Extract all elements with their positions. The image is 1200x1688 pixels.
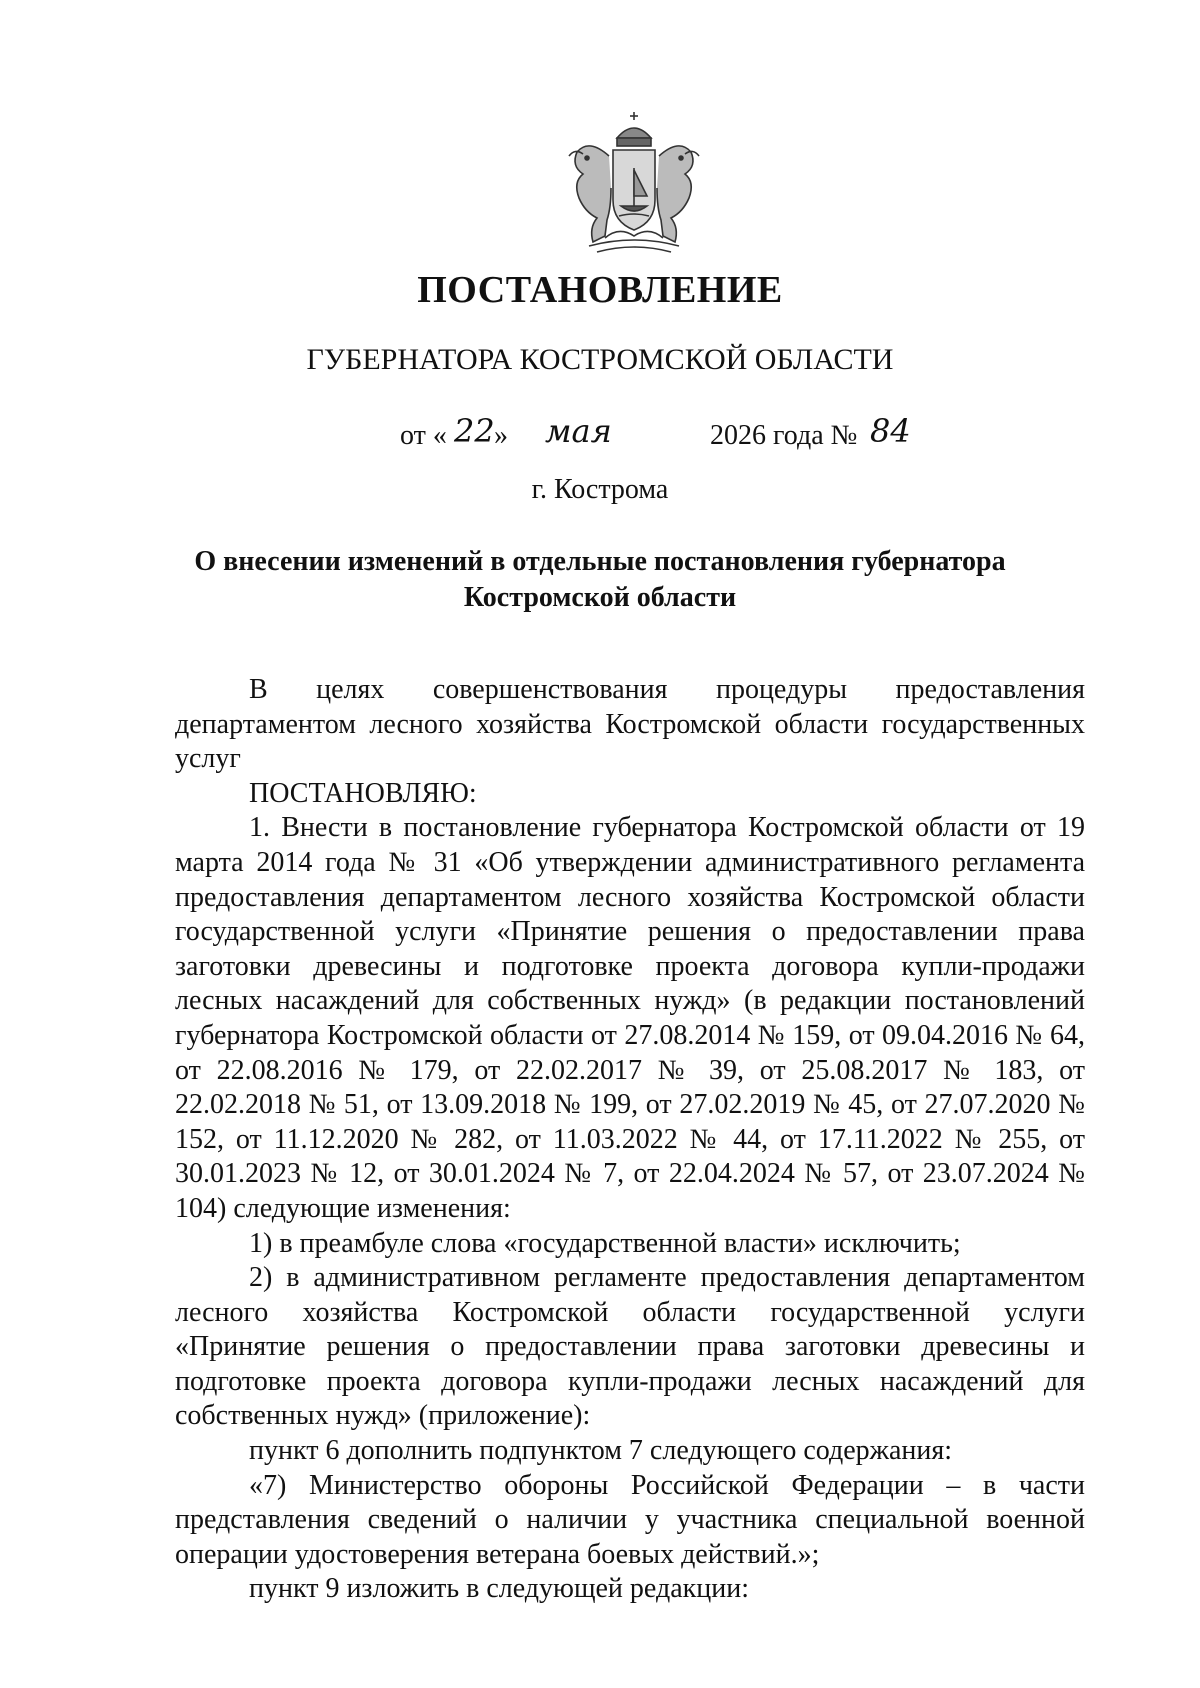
- document-title: ПОСТАНОВЛЕНИЕ: [417, 269, 783, 311]
- paragraph-point-9: пункт 9 изложить в следующей редакции:: [249, 1573, 749, 1605]
- paragraph-item-1: 1. Внести в постановление губернатора Костромской области от 19 марта 2014 года № 31 «Об утверждении административного регламента предоставления департаментом лесного хозяйства Костромской области государственной услуги «Принятие решения о предоставлении права заготовки древесины и подготовке проекта договора купли-продажи лесных насаждений для собственных нужд» (в редакции постановлений губернатора Костромской области от 27.08.2014 № 159, от 09.04.2016 № 64, от 22.08.2016 № 179, от 22.02.2017 № 39, от 25.08.2017 № 183, от 22.02.2018 № 51, от 13.09.2018 № 199, от 27.02.2019 № 45, от 27.07.2020 № 152, от 11.12.2020 № 282, от 11.03.2022 № 44, от 17.11.2022 № 255, от 30.01.2023 № 12, от 30.01.2024 № 7, от 22.04.2024 № 57, от 23.07.2024 № 104) следующие изменения:: [175, 812, 1085, 1224]
- paragraph-resolve: ПОСТАНОВЛЯЮ:: [249, 777, 477, 809]
- date-number-line: [0, 412, 1200, 462]
- handwritten-document-number: 84: [870, 412, 911, 450]
- date-prefix: от «: [400, 420, 447, 451]
- kostroma-coat-of-arms-icon: [549, 108, 719, 258]
- document-heading: [160, 544, 1040, 616]
- paragraph-preamble: В целях совершенствования процедуры предоставления департаментом лесного хозяйства Костромской области государственных услуг: [175, 674, 1085, 775]
- handwritten-month: мая: [545, 412, 612, 450]
- date-quote-close: »: [494, 420, 508, 451]
- document-body: [175, 673, 1085, 1607]
- paragraph-subitem-2: 2) в административном регламенте предоставления департаментом лесного хозяйства Костромской области государственной услуги «Принятие решения о предоставлении права заготовки древесины и подготовке проекта договора купли-продажи лесных насаждений для собственных нужд» (приложение):: [175, 1262, 1085, 1432]
- heading-line-1: О внесении изменений в отдельные постановления губернатора: [194, 546, 1006, 577]
- city: г. Кострома: [531, 474, 669, 505]
- handwritten-day: 22: [454, 412, 495, 450]
- paragraph-point-6: пункт 6 дополнить подпунктом 7 следующего содержания:: [249, 1435, 953, 1467]
- heading-line-2: Костромской области: [463, 582, 737, 613]
- year-number-label: 2026 года №: [710, 420, 858, 451]
- paragraph-subitem-1: 1) в преамбуле слова «государственной власти» исключить;: [249, 1227, 961, 1259]
- document-issuer: ГУБЕРНАТОРА КОСТРОМСКОЙ ОБЛАСТИ: [306, 343, 894, 376]
- paragraph-subpoint-7: «7) Министерство обороны Российской Федерации – в части представления сведений о наличии у участника специальной военной операции удостоверения ветерана боевых действий.»;: [175, 1469, 1085, 1570]
